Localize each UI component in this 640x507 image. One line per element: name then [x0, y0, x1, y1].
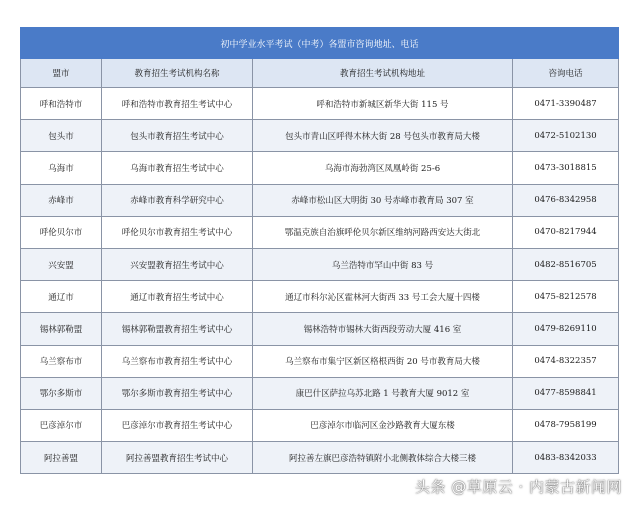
phone-cell: 0479-8269110 — [513, 313, 619, 345]
table-header-row — [21, 59, 619, 88]
table-row — [21, 120, 619, 152]
watermark: 头条 @草原云 · 内蒙古新闻网 — [414, 478, 622, 496]
city-cell: 鄂尔多斯市 — [21, 377, 102, 409]
table-row — [21, 313, 619, 345]
table-row — [21, 345, 619, 377]
city-cell: 乌兰察布市 — [21, 345, 102, 377]
table-row — [21, 377, 619, 409]
address-cell: 鄂温克族自治旗呼伦贝尔新区维纳河路西安达大街北 — [253, 216, 513, 248]
city-cell: 兴安盟 — [21, 248, 102, 280]
address-cell: 乌海市海勃湾区凤凰岭街 25-6 — [253, 152, 513, 184]
phone-cell: 0477-8598841 — [513, 377, 619, 409]
institution-name-cell: 阿拉善盟教育招生考试中心 — [102, 442, 253, 474]
city-cell: 呼和浩特市 — [21, 88, 102, 120]
table-row — [21, 248, 619, 280]
phone-cell: 0474-8322357 — [513, 345, 619, 377]
institution-name-cell: 乌兰察布市教育招生考试中心 — [102, 345, 253, 377]
address-cell: 通辽市科尔沁区霍林河大街西 33 号工会大厦十四楼 — [253, 281, 513, 313]
institution-name-cell: 巴彦淖尔市教育招生考试中心 — [102, 409, 253, 441]
consultation-table-container — [20, 27, 618, 474]
phone-cell: 0470-8217944 — [513, 216, 619, 248]
city-cell: 赤峰市 — [21, 184, 102, 216]
institution-name-cell: 兴安盟教育招生考试中心 — [102, 248, 253, 280]
phone-cell: 0478-7958199 — [513, 409, 619, 441]
table-row — [21, 88, 619, 120]
institution-name-cell: 通辽市教育招生考试中心 — [102, 281, 253, 313]
table-row — [21, 281, 619, 313]
institution-name-cell: 鄂尔多斯市教育招生考试中心 — [102, 377, 253, 409]
city-cell: 巴彦淖尔市 — [21, 409, 102, 441]
address-cell: 康巴什区萨拉乌苏北路 1 号教育大厦 9012 室 — [253, 377, 513, 409]
phone-cell: 0482-8516705 — [513, 248, 619, 280]
address-cell: 阿拉善左旗巴彦浩特镇附小北侧教体综合大楼三楼 — [253, 442, 513, 474]
address-cell: 包头市青山区呼得木林大街 28 号包头市教育局大楼 — [253, 120, 513, 152]
city-cell: 阿拉善盟 — [21, 442, 102, 474]
column-header-institution-name: 教育招生考试机构名称 — [102, 59, 253, 88]
address-cell: 呼和浩特市新城区新华大街 115 号 — [253, 88, 513, 120]
phone-cell: 0472-5102130 — [513, 120, 619, 152]
address-cell: 乌兰察布市集宁区新区格根西街 20 号市教育局大楼 — [253, 345, 513, 377]
phone-cell: 0475-8212578 — [513, 281, 619, 313]
consultation-table — [20, 27, 619, 474]
phone-cell: 0476-8342958 — [513, 184, 619, 216]
institution-name-cell: 呼伦贝尔市教育招生考试中心 — [102, 216, 253, 248]
table-row — [21, 216, 619, 248]
column-header-city: 盟市 — [21, 59, 102, 88]
table-title: 初中学业水平考试（中考）各盟市咨询地址、电话 — [21, 28, 619, 59]
column-header-institution-address: 教育招生考试机构地址 — [253, 59, 513, 88]
address-cell: 赤峰市松山区大明街 30 号赤峰市教育局 307 室 — [253, 184, 513, 216]
address-cell: 巴彦淖尔市临河区金沙路教育大厦东楼 — [253, 409, 513, 441]
table-body — [21, 88, 619, 474]
phone-cell: 0473-3018815 — [513, 152, 619, 184]
institution-name-cell: 锡林郭勒盟教育招生考试中心 — [102, 313, 253, 345]
phone-cell: 0483-8342033 — [513, 442, 619, 474]
city-cell: 通辽市 — [21, 281, 102, 313]
table-title-row — [21, 28, 619, 59]
table-row — [21, 409, 619, 441]
table-row — [21, 184, 619, 216]
institution-name-cell: 呼和浩特市教育招生考试中心 — [102, 88, 253, 120]
column-header-phone: 咨询电话 — [513, 59, 619, 88]
table-row — [21, 152, 619, 184]
city-cell: 呼伦贝尔市 — [21, 216, 102, 248]
institution-name-cell: 乌海市教育招生考试中心 — [102, 152, 253, 184]
institution-name-cell: 包头市教育招生考试中心 — [102, 120, 253, 152]
city-cell: 乌海市 — [21, 152, 102, 184]
table-row — [21, 442, 619, 474]
address-cell: 锡林浩特市锡林大街西段劳动大厦 416 室 — [253, 313, 513, 345]
city-cell: 锡林郭勒盟 — [21, 313, 102, 345]
institution-name-cell: 赤峰市教育科学研究中心 — [102, 184, 253, 216]
city-cell: 包头市 — [21, 120, 102, 152]
phone-cell: 0471-3390487 — [513, 88, 619, 120]
address-cell: 乌兰浩特市罕山中街 83 号 — [253, 248, 513, 280]
